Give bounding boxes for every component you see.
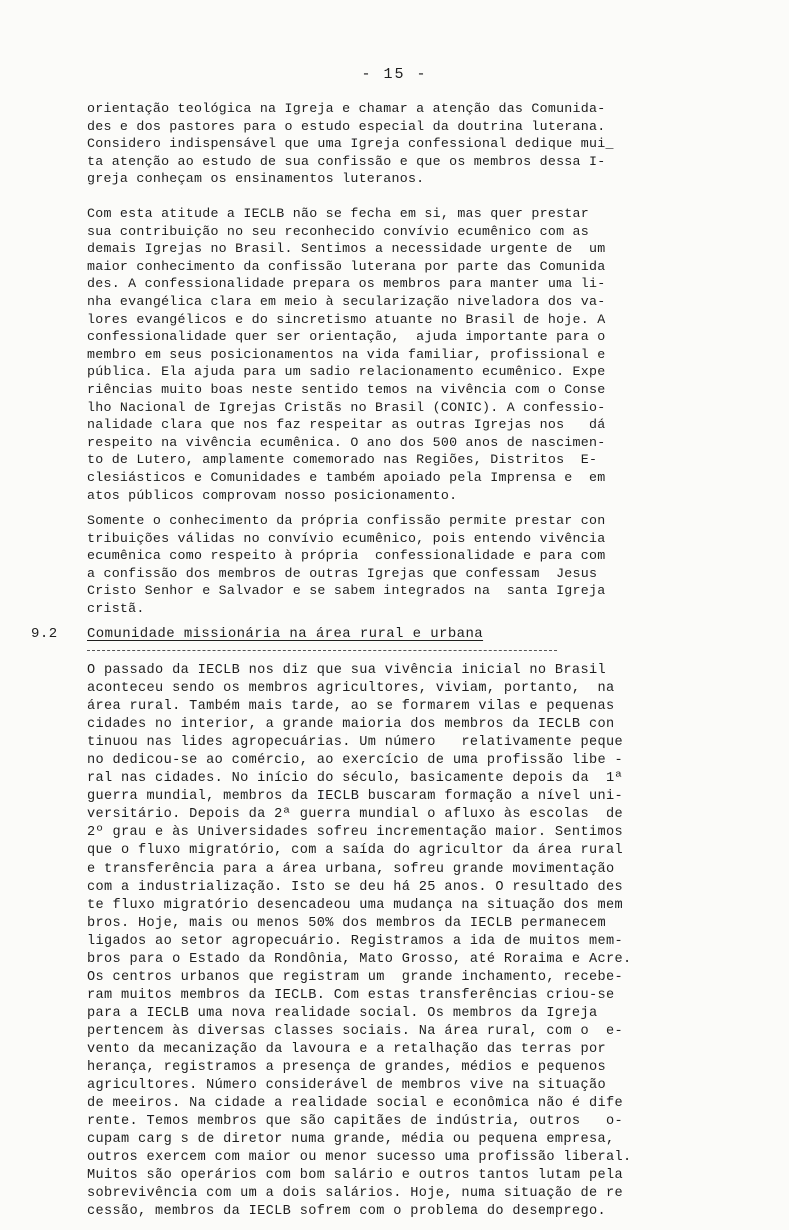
text-line: outros exercem com maior ou menor sucesso uma profissão liberal. — [87, 1150, 632, 1166]
text-line: clesiásticos e Comunidades e também apoiado pela Imprensa e em — [87, 469, 606, 485]
text-line: cidades no interior, a grande maioria dos membros da IECLB con — [87, 717, 615, 733]
text-line: ram muitos membros da IECLB. Com estas transferências criou-se — [87, 987, 615, 1003]
text-line: O passado da IECLB nos diz que sua vivência inicial no Brasil — [87, 663, 606, 678]
text-line: ta atenção ao estudo de sua confissão e que os membros dessa I- — [87, 153, 606, 169]
paragraph-passado-ieclb — [87, 662, 749, 1221]
text-line: aconteceu sendo os membros agricultores, viviam, portanto, na — [87, 681, 615, 697]
text-line: des. A confessionalidade prepara os membros para manter uma li- — [87, 276, 606, 292]
text-line: Cristo Senhor e Salvador e se sabem integrados na santa Igreja — [87, 583, 606, 599]
text-line: Muitos são operários com bom salário e outros tantos lutam pela — [87, 1168, 623, 1184]
text-line: confessionalidade quer ser orientação, ajuda importante para o — [87, 329, 606, 345]
text-line: greja conheçam os ensinamentos luteranos. — [87, 171, 425, 187]
section-number: 9.2 — [31, 626, 58, 642]
text-line: cupam carg s de diretor numa grande, média ou pequena empresa, — [87, 1132, 615, 1148]
text-line: atos públicos comprovam nosso posicionamento. — [87, 487, 458, 503]
text-line: rente. Temos membros que são capitães de indústria, outros o- — [87, 1114, 623, 1130]
text-line: tribuições válidas no convívio ecumênico, pois entendo vivência — [87, 530, 606, 546]
section-title-rule — [87, 650, 557, 651]
text-line: to de Lutero, amplamente comemorado nas Regiões, Distritos E- — [87, 452, 598, 468]
text-line: cessão, membros da IECLB sofrem com o problema do desemprego. — [87, 1204, 606, 1220]
text-line: sua contribuição no seu reconhecido convívio ecumênico com as — [87, 223, 589, 239]
text-line: te fluxo migratório desencadeou uma mudança na situação dos mem — [87, 897, 623, 913]
text-line: no dedicou-se ao comércio, ao exercício de uma profissão libe - — [87, 753, 623, 769]
text-line: demais Igrejas no Brasil. Sentimos a necessidade urgente de um — [87, 241, 606, 257]
text-line: ecumênica como respeito à própria confessionalidade e para com — [87, 548, 606, 564]
text-line: Com esta atitude a IECLB não se fecha em si, mas quer prestar — [87, 206, 589, 221]
text-line: sobrevivência com um a dois salários. Hoje, numa situação de re — [87, 1186, 623, 1202]
text-line: lores evangélicos e do sincretismo atuante no Brasil de hoje. A — [87, 311, 606, 327]
text-line: riências muito boas neste sentido temos na vivência com o Conse — [87, 381, 606, 397]
text-line: maior conhecimento da confissão luterana por parte das Comunida — [87, 258, 606, 274]
text-line: Os centros urbanos que registram um grande inchamento, recebe- — [87, 969, 623, 985]
text-line: bros para o Estado da Rondônia, Mato Grosso, até Roraima e Acre. — [87, 951, 632, 967]
paragraph-atitude-ieclb — [87, 205, 749, 504]
text-line: guerra mundial, membros da IECLB buscaram formação a nível uni- — [87, 789, 623, 805]
paragraph-conhecimento-confissao — [87, 512, 749, 618]
text-line: de meeiros. Na cidade a realidade social e econômica não é dife — [87, 1096, 623, 1112]
text-line: cristã. — [87, 600, 145, 616]
text-line: com a industrialização. Isto se deu há 25 anos. O resultado des — [87, 879, 623, 895]
text-line: Somente o conhecimento da própria confissão permite prestar con — [87, 513, 606, 528]
text-line: herança, registramos a presença de grandes, médios e pequenos — [87, 1060, 606, 1076]
text-line: des e dos pastores para o estudo especial da doutrina luterana. — [87, 118, 606, 134]
text-line: e transferência para a área urbana, sofreu grande movimentação — [87, 861, 615, 877]
text-line: tinuou nas lides agropecuárias. Um número relativamente peque — [87, 735, 623, 751]
paragraph-orientacao — [87, 100, 749, 188]
text-line: agricultores. Número considerável de membros vive na situação — [87, 1078, 606, 1094]
text-line: respeito na vivência ecumênica. O ano dos 500 anos de nascimen- — [87, 434, 606, 450]
text-line: nha evangélica clara em meio à secularização niveladora dos va- — [87, 293, 606, 309]
text-line: bros. Hoje, mais ou menos 50% dos membros da IECLB permanecem — [87, 915, 606, 931]
text-line: lho Nacional de Igrejas Cristãs no Brasil (CONIC). A confessio- — [87, 399, 606, 415]
text-line: Considero indispensável que uma Igreja confessional dedique mui_ — [87, 136, 614, 152]
text-line: vento da mecanização da lavoura e a retalhação das terras por — [87, 1041, 606, 1057]
text-line: que o fluxo migratório, com a saída do agricultor da área rural — [87, 843, 623, 859]
text-line: ligados ao setor agropecuário. Registramos a ida de muitos mem- — [87, 933, 623, 949]
page-number: - 15 - — [361, 66, 428, 83]
text-line: 2º grau e às Universidades sofreu incrementação maior. Sentimos — [87, 825, 623, 841]
section-title: Comunidade missionária na área rural e urbana — [87, 626, 484, 642]
text-line: ral nas cidades. No início do século, basicamente depois da 1ª — [87, 771, 623, 787]
text-line: para a IECLB uma nova realidade social. Os membros da Igreja — [87, 1005, 598, 1021]
text-line: pública. Ela ajuda para um sadio relacionamento ecumênico. Expe — [87, 364, 606, 380]
text-line: pertencem às diversas classes sociais. Na área rural, com o e- — [87, 1023, 623, 1039]
text-line: versitário. Depois da 2ª guerra mundial o afluxo às escolas de — [87, 807, 623, 823]
text-line: a confissão dos membros de outras Igrejas que confessam Jesus — [87, 565, 598, 581]
text-line: membro em seus posicionamentos na vida familiar, profissional e — [87, 346, 606, 362]
text-line: área rural. Também mais tarde, ao se formarem vilas e pequenas — [87, 699, 615, 715]
text-line: orientação teológica na Igreja e chamar a atenção das Comunida- — [87, 101, 606, 116]
text-line: nalidade clara que nos faz respeitar as outras Igrejas nos dá — [87, 417, 606, 433]
